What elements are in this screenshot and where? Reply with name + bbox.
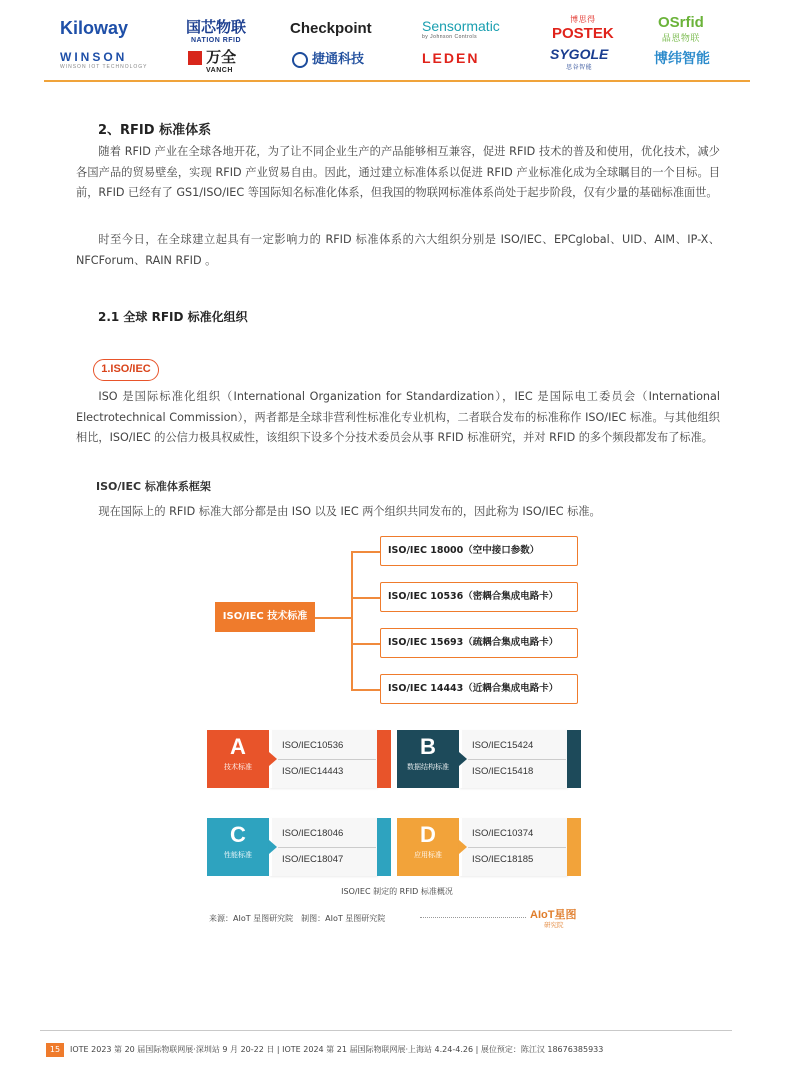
tree-connector [351, 643, 380, 645]
card-label: 应用标准 [414, 851, 442, 859]
card-item: ISO/IEC15418 [472, 766, 534, 777]
card-letter: B [420, 734, 436, 759]
card-label: 性能标准 [224, 851, 252, 859]
logo-sensormatic: Sensormatic by Johnson Controls [422, 18, 500, 40]
card-item: ISO/IEC18185 [472, 854, 534, 865]
aiot-logo-sub: 研究院 [544, 921, 564, 929]
card-tab [207, 818, 269, 876]
logo-winson: WINSON WINSON IOT TECHNOLOGY [60, 50, 148, 70]
logo-leden: LEDEN [422, 50, 480, 66]
standard-card-a [207, 730, 391, 788]
card-tab [397, 730, 459, 788]
dotted-divider [420, 917, 526, 918]
framework-title: ISO/IEC 标准体系框架 [96, 480, 211, 493]
section-heading: 2、RFID 标准体系 [98, 123, 212, 138]
card-item: ISO/IEC18047 [282, 854, 344, 865]
sponsor-logos [48, 10, 748, 76]
iso-iec-badge: 1.ISO/IEC [93, 359, 159, 381]
figure-caption: ISO/IEC 制定的 RFID 标准概况 [341, 887, 453, 896]
paragraph-2: 时至今日，在全球建立起具有一定影响力的 RFID 标准体系的六大组织分别是 ISO/IEC、EPCglobal、UID、AIM、IP-X、NFCForum、RAIN RFID 。 [76, 233, 720, 267]
tree-node-18000: ISO/IEC 18000（空中接口参数） [380, 536, 578, 566]
logo-checkpoint: Checkpoint [290, 20, 372, 37]
card-label: 技术标准 [224, 763, 252, 771]
tree-node-14443: ISO/IEC 14443（近耦合集成电路卡） [380, 674, 578, 704]
card-letter: C [230, 822, 246, 847]
aiot-logo: AIoT星图 [530, 909, 577, 921]
card-letter: D [420, 822, 436, 847]
card-edge [377, 730, 391, 788]
tree-root: ISO/IEC 技术标准 [215, 602, 315, 632]
card-item: ISO/IEC10374 [472, 828, 534, 839]
logo-kiloway: Kiloway [60, 18, 129, 38]
tree-connector [351, 551, 380, 553]
card-body [269, 818, 377, 876]
card-item: ISO/IEC14443 [282, 766, 344, 777]
standard-card-b [397, 730, 581, 788]
subsection-heading: 2.1 全球 RFID 标准化组织 [98, 310, 248, 324]
tree-connector [315, 617, 352, 619]
paragraph-4: 现在国际上的 RFID 标准大部分都是由 ISO 以及 IEC 两个组织共同发布的，因此称为 ISO/IEC 标准。 [98, 505, 601, 518]
logo-vanch: 万全 VANCH [188, 46, 236, 74]
card-item: ISO/IEC10536 [282, 740, 344, 751]
tree-connector [351, 597, 380, 599]
page-number: 15 [46, 1043, 64, 1057]
logo-postek: 博思得 POSTEK [552, 15, 614, 42]
figure-source: 来源：AIoT 星图研究院 制图：AIoT 星图研究院 [209, 914, 386, 923]
card-item: ISO/IEC18046 [282, 828, 344, 839]
footer-divider [40, 1030, 732, 1031]
paragraph-3: ISO 是国际标准化组织（International Organization for Standardization），IEC 是国际电工委员会（International Electrotechnical Commission），两者都是全球非营利性标准化专业机构，二者联合发布的标准称作 ISO/IEC 标准。与其他组织相比，ISO/IEC 的公信力极具权威性，该组织下设多个分技术委员会从事 RFID 标准研究，并对 RFID 的多个频段都发布了标准。 [76, 390, 720, 444]
logo-bowei: 博纬智能 [654, 50, 710, 66]
card-edge [567, 730, 581, 788]
card-label: 数据结构标准 [407, 763, 449, 771]
card-letter: A [230, 734, 246, 759]
card-body [269, 730, 377, 788]
standard-card-d [397, 818, 581, 876]
card-tab [207, 730, 269, 788]
card-body [459, 730, 567, 788]
logo-jietong: 捷通科技 [292, 48, 364, 68]
tree-node-10536: ISO/IEC 10536（密耦合集成电路卡） [380, 582, 578, 612]
card-item: ISO/IEC15424 [472, 740, 534, 751]
card-tab [397, 818, 459, 876]
tree-node-15693: ISO/IEC 15693（疏耦合集成电路卡） [380, 628, 578, 658]
footer-text: IOTE 2023 第 20 届国际物联网展·深圳站 9 月 20-22 日 | IOTE 2024 第 21 届国际物联网展·上海站 4.24-4.26 | 展位预定：陈江汉 18676385933 [70, 1045, 604, 1054]
header-divider [44, 80, 750, 82]
logo-osrfid: OSrfid 晶恩物联 [658, 14, 704, 43]
card-edge [377, 818, 391, 876]
tree-connector [351, 551, 353, 690]
paragraph-1: 随着 RFID 产业在全球各地开花，为了让不同企业生产的产品能够相互兼容，促进 RFID 技术的普及和使用，优化技术，减少各国产品的贸易壁垒，实现 RFID 产业贸易自由。因此，通过建立标准体系以促进 RFID 产业标准化成为全球瞩目的一个目标。目前，RFID 已经有了 GS1/ISO/IEC 等国际知名标准化体系，但我国的物联网标准体系尚处于起步阶段，仅有少量的基础标准面世。 [76, 145, 720, 199]
logo-sygole: SYGOLE 思谷智能 [550, 46, 609, 71]
card-body [459, 818, 567, 876]
standard-card-c [207, 818, 391, 876]
logo-nation-rfid: 国芯物联 NATION RFID [186, 19, 247, 44]
card-edge [567, 818, 581, 876]
tree-connector [351, 689, 380, 691]
